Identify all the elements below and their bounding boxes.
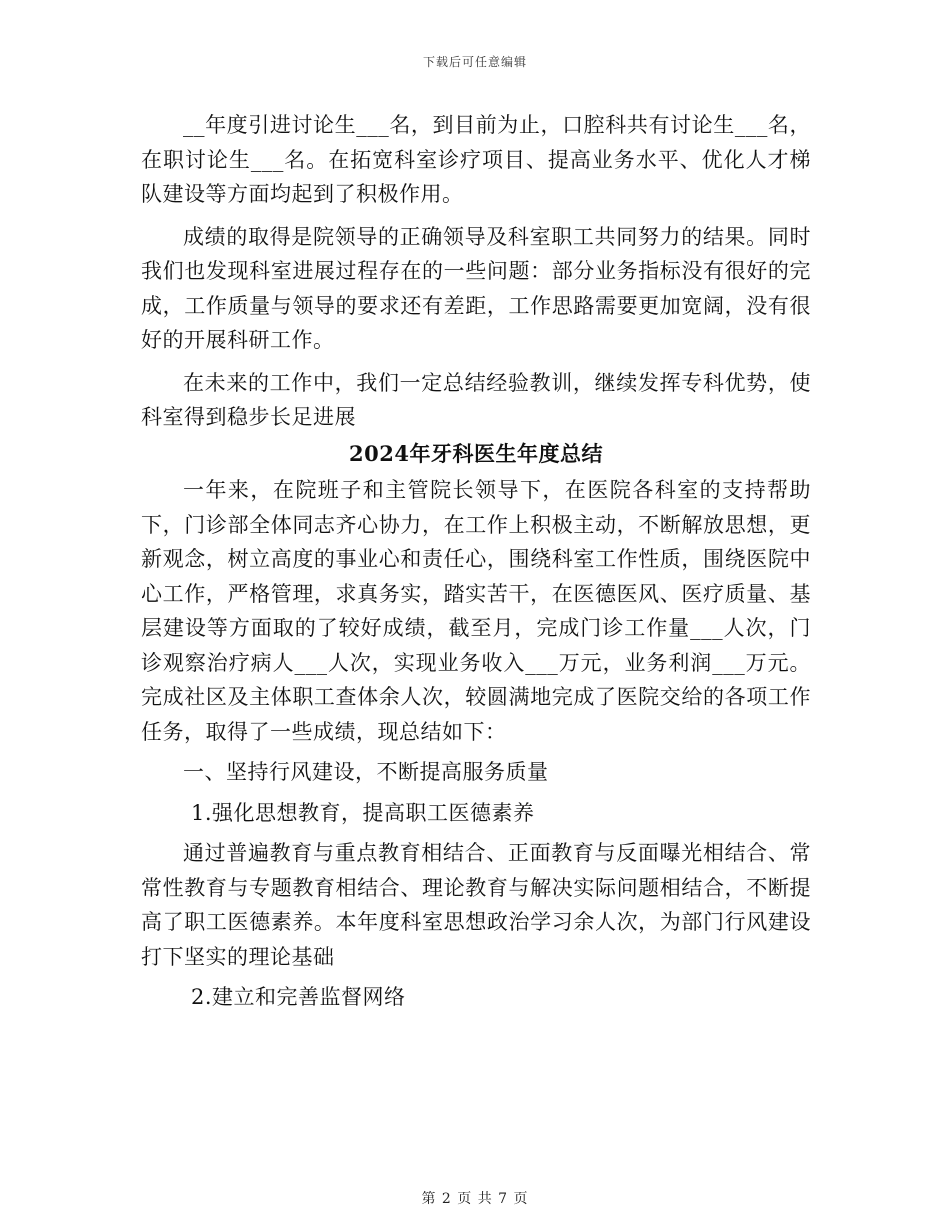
document-title: 2024年牙科医生年度总结 [349,440,603,466]
item-heading-ethics-education: 1.强化思想教育，提高职工医德素养 [191,800,535,825]
section-heading-conduct: 一、坚持行风建设，不断提高服务质量 [183,760,549,784]
item-heading-supervision-network: 2.建立和完善监督网络 [191,985,406,1009]
paragraph-research-students: __年度引进讨论生___名，到目前为止，口腔科共有讨论生___名，在职讨论生___名。在拓宽科室诊疗项目、提高业务水平、优化人才梯队建设等方面均起到了积极作用。 [141,113,811,206]
paragraph-intro: 一年来，在院班子和主管院长领导下，在医院各科室的支持帮助下，门诊部全体同志齐心协力，在工作上积极主动，不断解放思想，更新观念，树立高度的事业心和责任心，围绕科室工作性质，围绕医院中心工作，严格管理，求真务实，踏实苦干，在医德医风、医疗质量、基层建设等方面取的了较好成绩，截至月，完成门诊工作量___人次，门诊观察治疗病人___人次，实现业务收入___万元，业务利润___万元。完成社区及主体职工查体余人次，较圆满地完成了医院交给的各项工作任务，取得了一些成绩，现总结如下： [141,478,811,744]
paragraph-future-work: 在未来的工作中，我们一定总结经验教训，继续发挥专科优势，使科室得到稳步长足进展 [141,370,811,429]
document-body [141,108,811,1015]
paragraph-ethics-education: 通过普遍教育与重点教育相结合、正面教育与反面曝光相结合、常常性教育与专题教育相结合、理论教育与解决实际问题相结合，不断提高了职工医德素养。本年度科室思想政治学习余人次，为部门行风建设打下坚实的理论基础 [141,841,811,969]
paragraph-achievements-problems: 成绩的取得是院领导的正确领导及科室职工共同努力的结果。同时我们也发现科室进展过程存在的一些问题：部分业务指标没有很好的完成，工作质量与领导的要求还有差距，工作思路需要更加宽阔，没有很好的开展科研工作。 [141,224,811,352]
page-header: 下载后可任意编辑 [422,55,527,69]
paragraph-gap [141,358,811,366]
page-footer: 第 2 页 共 7 页 [421,1191,529,1207]
paragraph-gap [141,212,811,220]
